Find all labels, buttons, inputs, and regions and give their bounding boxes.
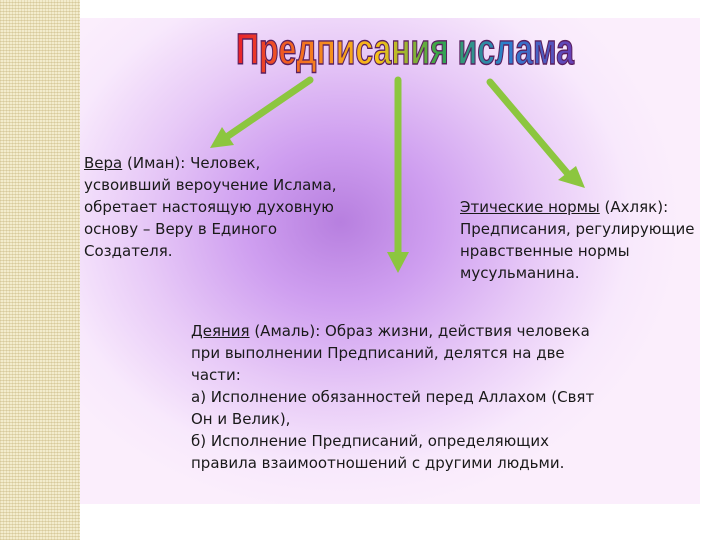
ethics-block — [460, 196, 706, 284]
slide-title-wordart — [232, 14, 578, 74]
ethics-heading: Этические нормы — [460, 198, 600, 216]
deeds-intro — [191, 320, 611, 386]
faith-block — [84, 152, 344, 262]
deeds-heading: Деяния — [191, 322, 250, 340]
slide-title-text: Предписания ислама — [236, 25, 575, 74]
faith-description: (Иман): Человек, усвоивший вероучение Ислама, обретает настоящую духовную основу – Веру в Единого Создателя. — [84, 154, 337, 260]
deeds-block — [191, 320, 611, 474]
decorative-left-strip — [0, 0, 80, 540]
slide-title — [232, 14, 578, 74]
deeds-item-a: а) Исполнение обязанностей перед Аллахом (Свят Он и Велик), — [191, 388, 595, 428]
ethics-description: (Ахляк): Предписания, регулирующие нравственные нормы мусульманина. — [460, 198, 695, 282]
deeds-description: (Амаль): Образ жизни, действия человека при выполнении Предписаний, делятся на две части: — [191, 322, 590, 384]
deeds-item-b: б) Исполнение Предписаний, определяющих правила взаимоотношений с другими людьми. — [191, 432, 565, 472]
faith-heading: Вера — [84, 154, 123, 172]
